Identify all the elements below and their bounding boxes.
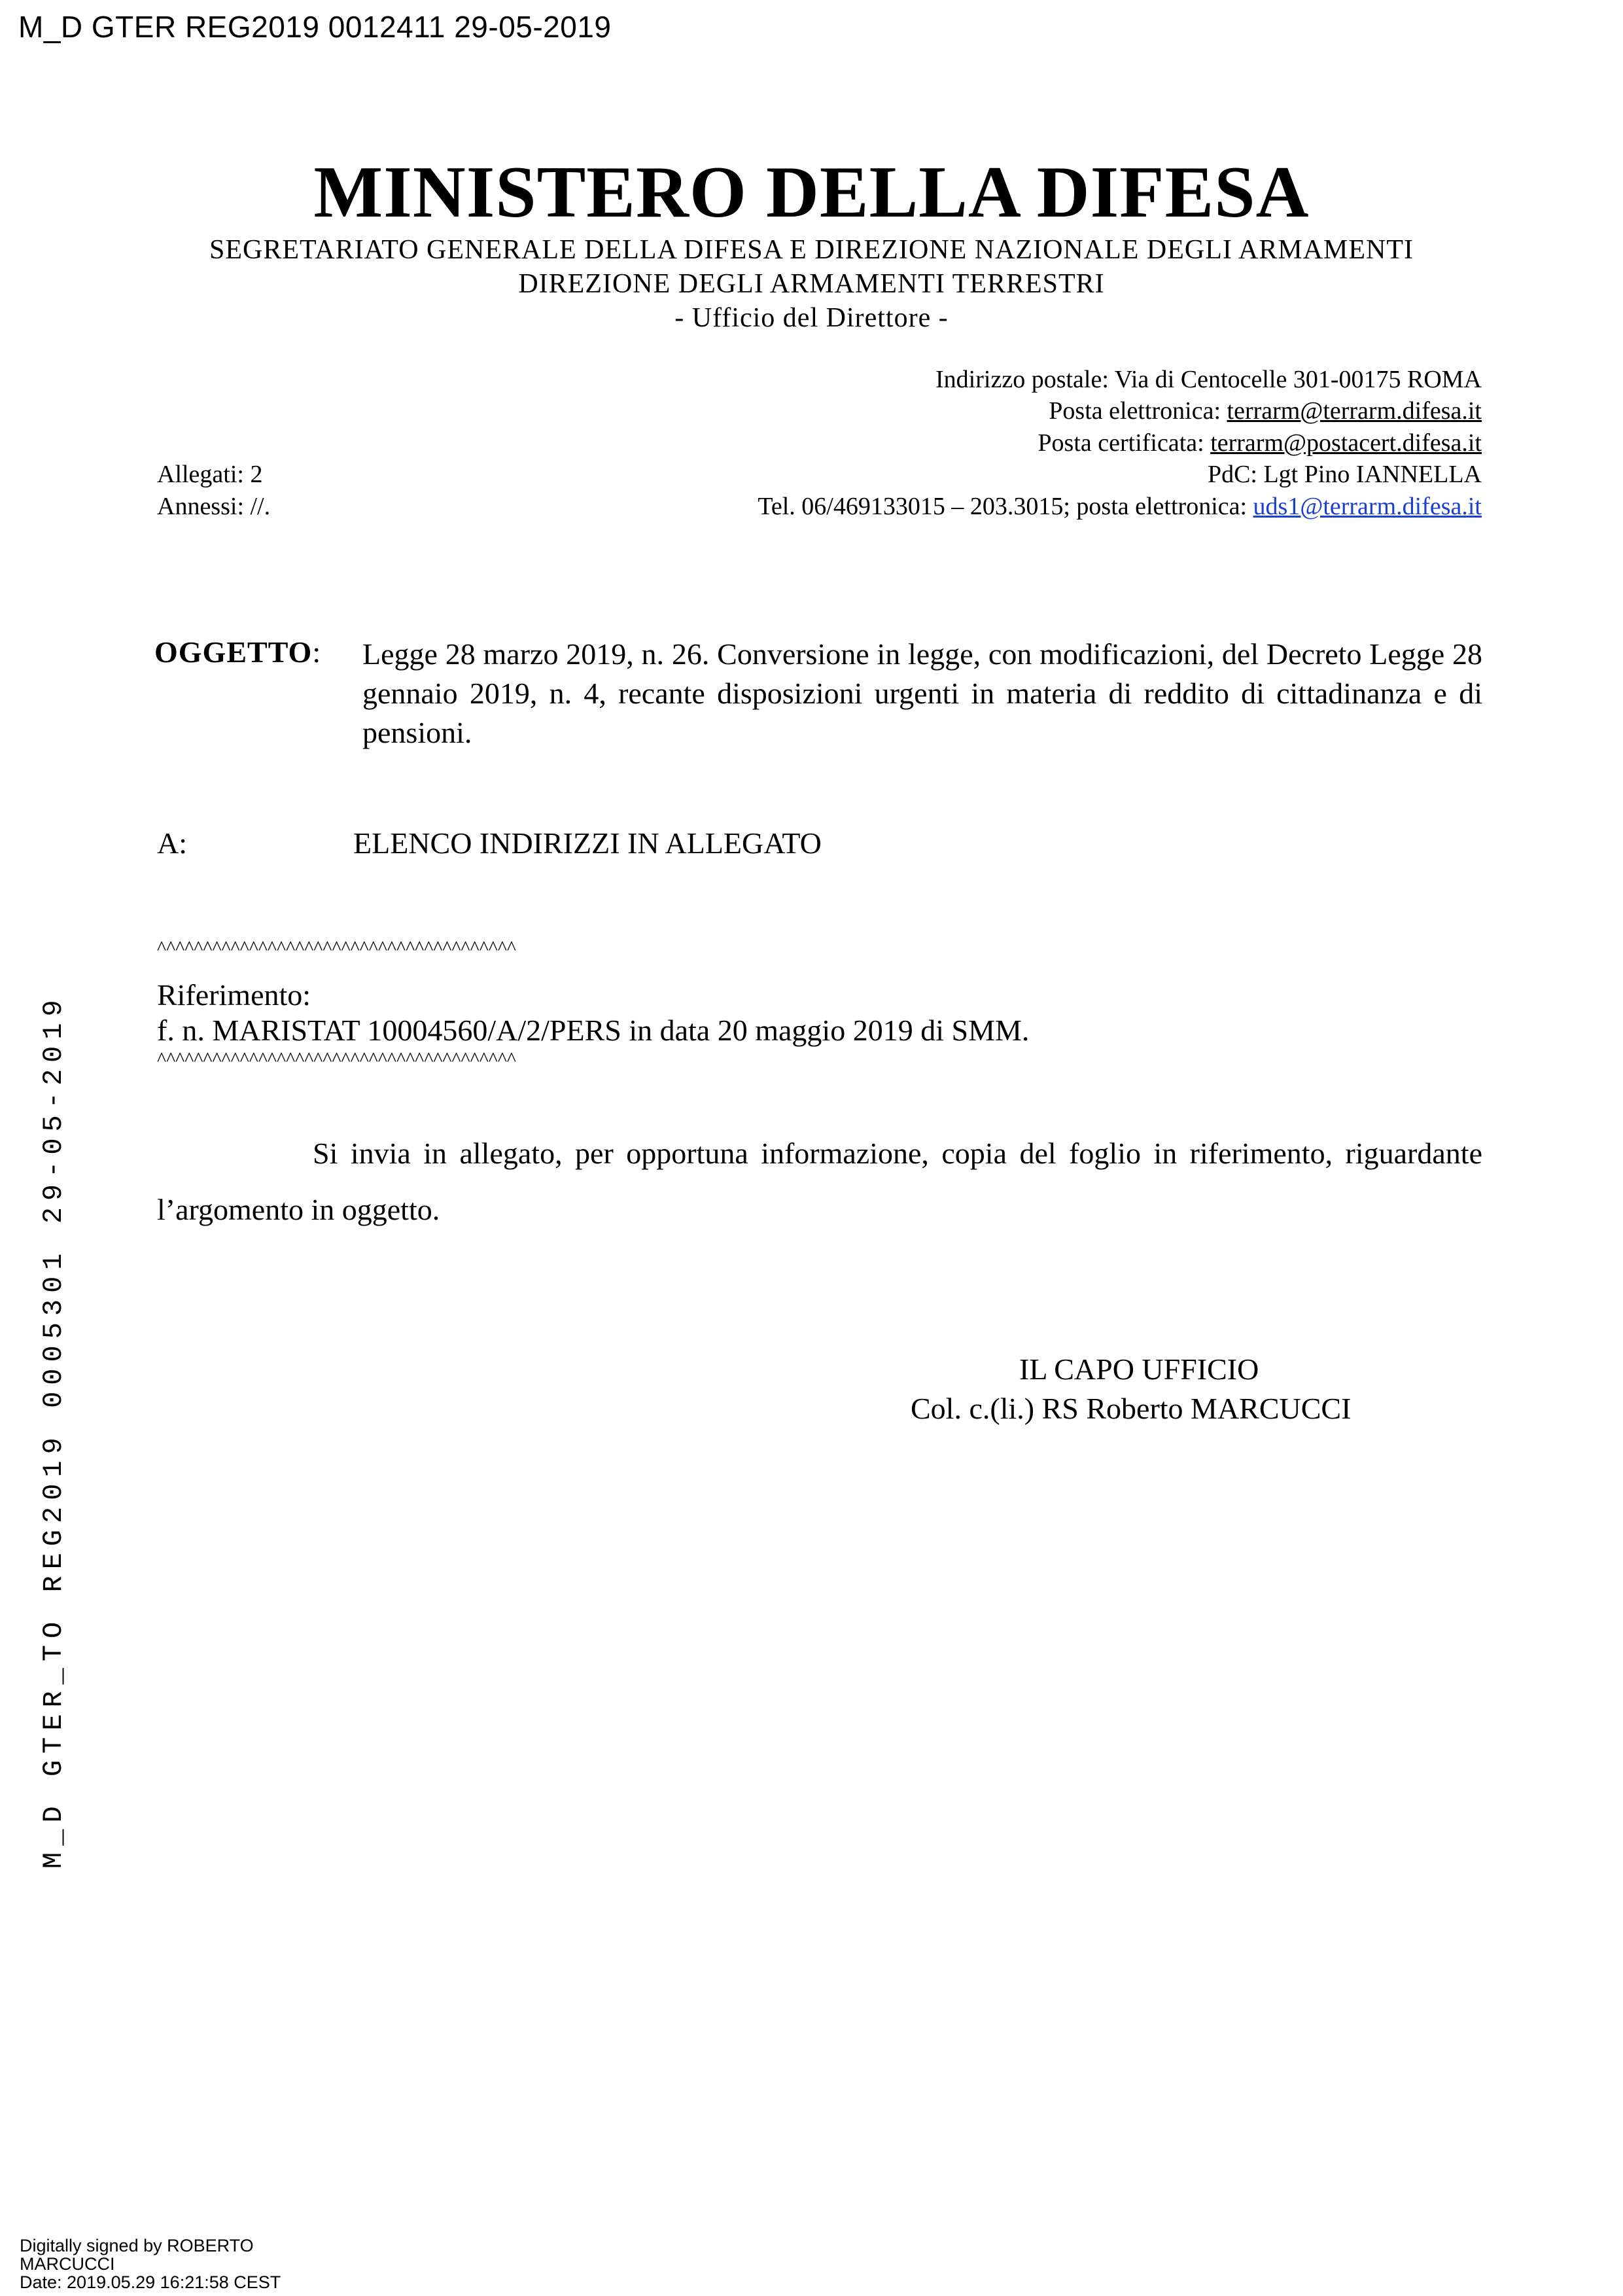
subject-label-colon: :: [312, 635, 321, 669]
contact-pec-row: [1038, 429, 1482, 457]
contact-email-link[interactable]: terrarm@terrarm.difesa.it: [1227, 397, 1482, 425]
contact-point-of-contact: PdC: Lgt Pino IANNELLA: [1207, 461, 1482, 488]
header-line-directorate: DIREZIONE DEGLI ARMAMENTI TERRESTRI: [518, 269, 1105, 299]
reference-separator-top: ^^^^^^^^^^^^^^^^^^^^^^^^^^^^^^^^^^^^^^^: [157, 937, 517, 959]
header-line-secretariat: SEGRETARIATO GENERALE DELLA DIFESA E DIREZIONE NAZIONALE DEGLI ARMAMENTI: [209, 235, 1414, 265]
contact-pec-link[interactable]: terrarm@postacert.difesa.it: [1210, 429, 1482, 457]
contact-tel-email-link[interactable]: uds1@terrarm.difesa.it: [1253, 493, 1482, 520]
digital-signature-block: [20, 2236, 281, 2291]
attachments-count: Allegati: 2: [157, 461, 263, 488]
signature-name: Col. c.(li.) RS Roberto MARCUCCI: [911, 1392, 1352, 1425]
contact-postal-address: Indirizzo postale: Via di Centocelle 301-00175 ROMA: [935, 366, 1482, 393]
protocol-stamp-top: M_D GTER REG2019 0012411 29-05-2019: [18, 10, 612, 44]
contact-email-row: [1049, 397, 1482, 425]
reference-text: f. n. MARISTAT 10004560/A/2/PERS in data 20 maggio 2019 di SMM.: [157, 1014, 1030, 1047]
annexes-count: Annessi: //.: [157, 493, 271, 520]
subject-text: Legge 28 marzo 2019, n. 26. Conversione in legge, con modificazioni, del Decreto Legge 28 gennaio 2019, n. 4, recante disposizioni urgenti in materia di reddito di cittadinanza e di pensioni.: [362, 637, 1482, 749]
reference-label: Riferimento:: [157, 978, 311, 1012]
contact-email-label: Posta elettronica:: [1049, 397, 1227, 425]
body-paragraph: Si invia in allegato, per opportuna informazione, copia del foglio in riferimento, riguardante l’argomento in oggetto.: [157, 1137, 1482, 1226]
digital-signature-date: Date: 2019.05.29 16:21:58 CEST: [20, 2272, 281, 2292]
subject-label: [154, 635, 321, 669]
addressee-value: ELENCO INDIRIZZI IN ALLEGATO: [353, 826, 822, 860]
protocol-stamp-side: M_D GTER_TO REG2019 0005301 29-05-2019: [38, 993, 69, 1869]
subject-label-text: OGGETTO: [154, 635, 313, 669]
contact-tel-label: Tel. 06/469133015 – 203.3015; posta elettronica:: [758, 493, 1253, 520]
header-line-office: - Ufficio del Direttore -: [674, 303, 949, 333]
ministry-title: MINISTERO DELLA DIFESA: [313, 152, 1310, 233]
contact-pec-label: Posta certificata:: [1038, 429, 1211, 457]
reference-separator-bottom: ^^^^^^^^^^^^^^^^^^^^^^^^^^^^^^^^^^^^^^^: [157, 1048, 517, 1070]
digital-signature-line-1: Digitally signed by ROBERTO: [20, 2236, 254, 2255]
signature-title: IL CAPO UFFICIO: [1019, 1352, 1259, 1386]
addressee-label: A:: [157, 826, 187, 860]
digital-signature-line-2: MARCUCCI: [20, 2254, 115, 2274]
contact-telephone-row: [758, 492, 1482, 521]
